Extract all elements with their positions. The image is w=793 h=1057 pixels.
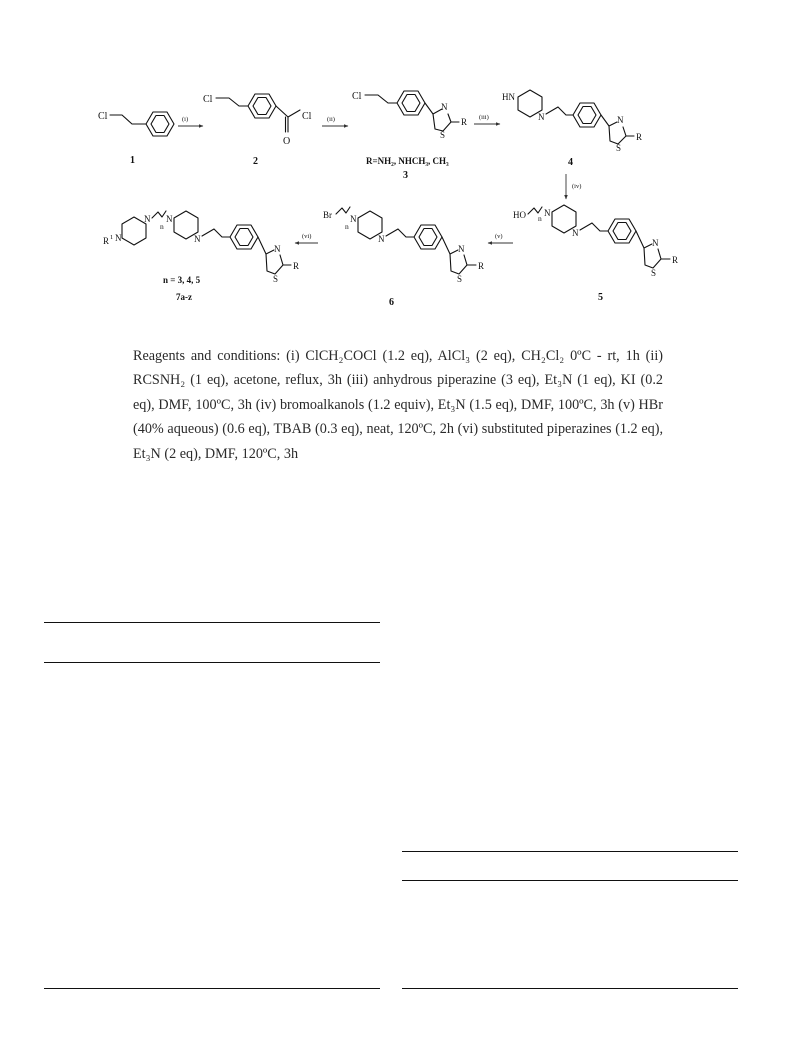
- atom-label-s: S: [457, 274, 463, 284]
- compound-number-7a-z: 7a-z: [176, 292, 192, 302]
- atom-label-s: S: [440, 130, 446, 140]
- compound-6-structure: [323, 207, 484, 284]
- atom-label-br: Br: [323, 210, 332, 220]
- atom-label-r: R: [672, 255, 679, 265]
- compound-number-2: 2: [253, 156, 258, 167]
- compound-2-structure: [203, 94, 312, 147]
- atom-label-r1: R: [103, 236, 110, 246]
- compound-4-structure: [502, 90, 642, 153]
- atom-label-n: N: [350, 214, 357, 224]
- atom-label-r: R: [461, 117, 468, 127]
- atom-label-n: N: [544, 208, 551, 218]
- table-1-header-rule: [44, 662, 380, 663]
- compound-number-4: 4: [568, 157, 573, 168]
- atom-label-n: N: [617, 115, 624, 125]
- atom-label-n: N: [378, 234, 385, 244]
- atom-label-cl: Cl: [203, 94, 213, 105]
- step-label-iii: (iii): [479, 114, 489, 121]
- compound-number-5: 5: [598, 292, 603, 303]
- table-2-top-rule: [402, 851, 738, 852]
- atom-label-o: O: [283, 136, 291, 147]
- atom-label-n: N: [166, 214, 173, 224]
- atom-label-r1-superscript: 1: [110, 234, 114, 241]
- table-1-top-rule: [44, 622, 380, 623]
- atom-label-n: N: [441, 102, 448, 112]
- atom-label-n: N: [538, 112, 545, 122]
- atom-label-n: N: [194, 234, 201, 244]
- atom-label-n: N: [458, 244, 465, 254]
- compound-number-3: 3: [403, 170, 408, 181]
- compound-5-structure: [513, 205, 678, 278]
- n-subscript: n: [345, 222, 349, 231]
- r-substituent-definition: R=NH₂, NHCH₃, CH₃: [366, 156, 449, 166]
- atom-label-n: N: [274, 244, 281, 254]
- step-label-vi: (vi): [302, 233, 312, 240]
- table-2-header-rule: [402, 880, 738, 881]
- compound-3-structure: [352, 91, 467, 140]
- atom-label-s: S: [651, 268, 657, 278]
- atom-label-cl: Cl: [352, 91, 362, 102]
- atom-label-s: S: [616, 143, 622, 153]
- n-subscript: n: [538, 214, 542, 223]
- atom-label-hn: HN: [502, 92, 515, 102]
- compound-7-structure: [103, 211, 299, 284]
- step-label-iv: (iv): [572, 183, 582, 190]
- scheme-caption: [133, 344, 663, 466]
- synthesis-scheme: [0, 0, 793, 330]
- atom-label-n: N: [652, 238, 659, 248]
- atom-label-r: R: [478, 261, 485, 271]
- atom-label-r: R: [293, 261, 300, 271]
- table-1-bottom-rule: [44, 988, 380, 989]
- reagents-and-conditions-text: Reagents and conditions: (i) ClCH₂COCl (1.2 eq), AlCl₃ (2 eq), CH₂Cl₂ 0ºC - rt, 1h (ii) RCSNH₂ (1 eq), acetone, reflux, 3h (iii) anhydrous piperazine (3 eq), Et₃N (1 eq), KI (0.2 eq), DMF, 100ºC, 3h (iv) bromoalkanols (1.2 equiv), Et₃N (1.5 eq), DMF, 100ºC, 3h (v) HBr (40% aqueous) (0.6 eq), TBAB (0.3 eq), neat, 120ºC, 2h (vi) substituted piperazines (1.2 eq), Et₃N (2 eq), DMF, 120ºC, 3h: [133, 348, 663, 462]
- compound-number-1: 1: [130, 155, 135, 166]
- atom-label-ho: HO: [513, 210, 526, 220]
- n-subscript: n: [160, 222, 164, 231]
- n-value-definition: n = 3, 4, 5: [163, 275, 201, 285]
- atom-label-n: N: [572, 228, 579, 238]
- table-2-bottom-rule: [402, 988, 738, 989]
- step-label-i: (i): [182, 116, 189, 123]
- step-label-v: (v): [495, 233, 503, 240]
- atom-label-s: S: [273, 274, 279, 284]
- atom-label-cl: Cl: [98, 111, 108, 122]
- compound-number-6: 6: [389, 297, 394, 308]
- step-label-ii: (ii): [327, 116, 335, 123]
- compound-1-structure: [98, 111, 174, 136]
- atom-label-r: R: [636, 132, 643, 142]
- atom-label-cl: Cl: [302, 111, 312, 122]
- atom-label-n: N: [144, 214, 151, 224]
- atom-label-n: N: [115, 233, 122, 243]
